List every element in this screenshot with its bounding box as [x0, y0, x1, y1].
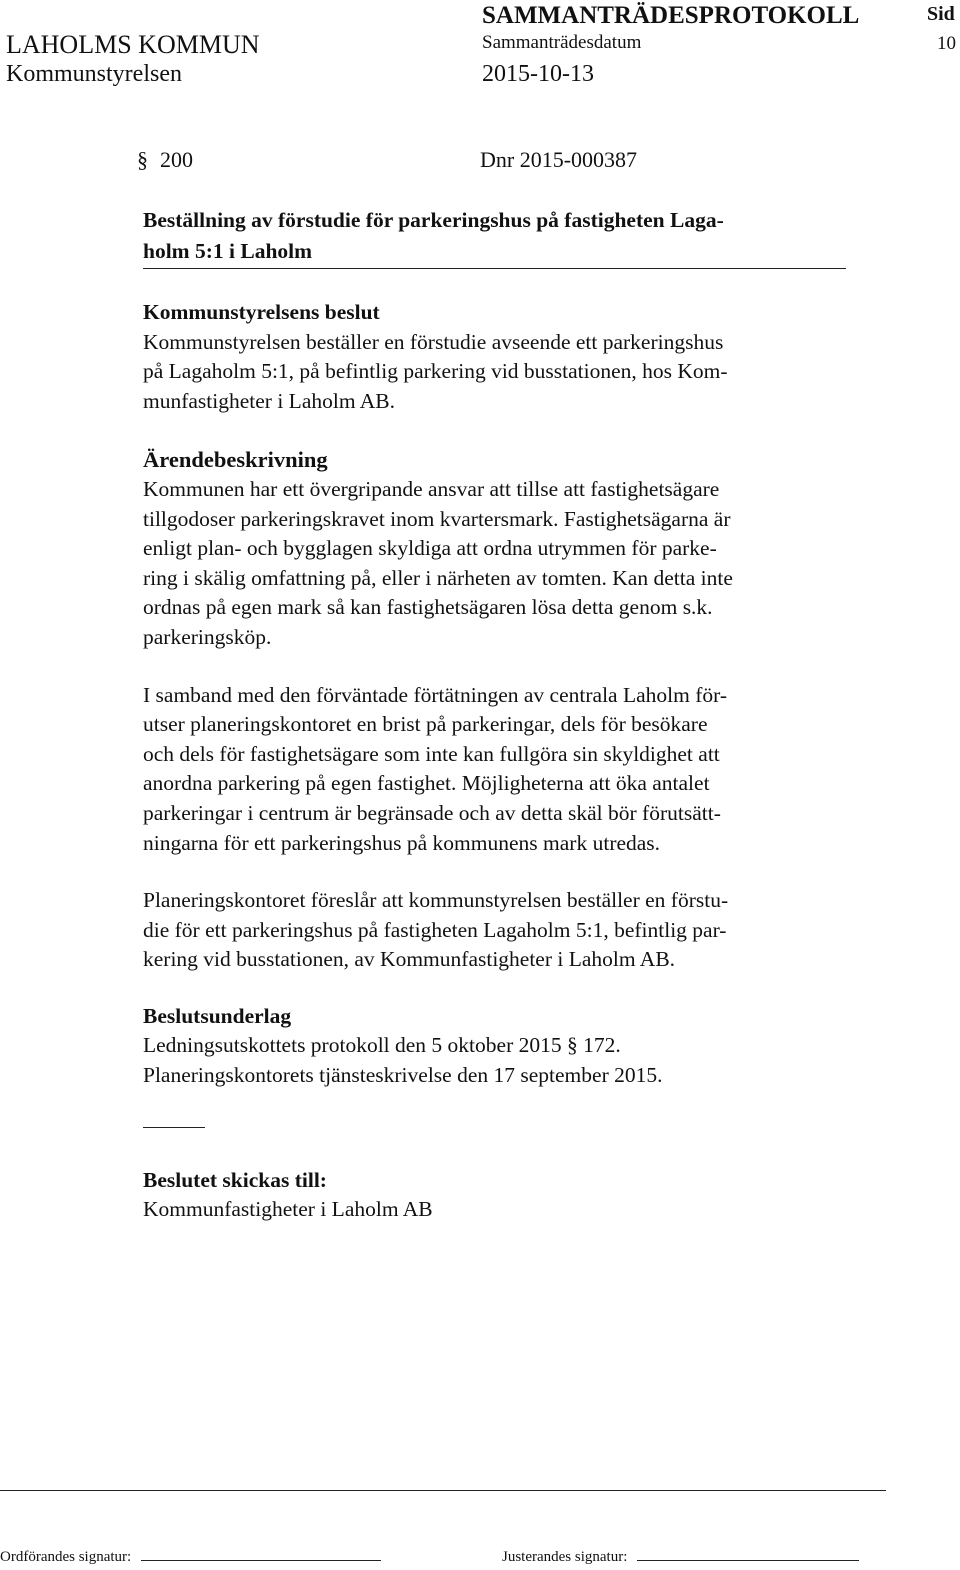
- text-line: kering vid busstationen, av Kommunfastigheter i Laholm AB.: [143, 947, 676, 972]
- title-underline: [143, 268, 846, 269]
- page-label: Sid: [927, 3, 955, 25]
- basis-item: Planeringskontorets tjänsteskrivelse den 17 september 2015.: [143, 1063, 663, 1088]
- text-line: enligt plan- och bygglagen skyldiga att ordna utrymmen för parke-: [143, 536, 717, 561]
- text-line: die för ett parkeringshus på fastigheten Lagaholm 5:1, befintlig par-: [143, 917, 727, 942]
- text-line: I samband med den förväntade förtätningen av centrala Laholm för-: [143, 682, 728, 707]
- chair-signature-line: [141, 1548, 381, 1561]
- adjuster-signature: [502, 1548, 859, 1566]
- sent-to-recipient: Kommunfastigheter i Laholm AB: [143, 1197, 433, 1222]
- description-heading: Ärendebeskrivning: [143, 447, 328, 473]
- text-line: Planeringskontoret föreslår att kommunstyrelsen beställer en förstu-: [143, 888, 729, 913]
- case-title-line: Beställning av förstudie för parkeringshus på fastigheten Laga-: [143, 208, 724, 232]
- text-line: ring i skälig omfattning på, eller i närheten av tomten. Kan detta inte: [143, 565, 733, 590]
- text-line: parkeringar i centrum är begränsade och av detta skäl bör förutsätt-: [143, 800, 721, 825]
- text-line: tillgodoser parkeringskravet inom kvartersmark. Fastighetsägarna är: [143, 506, 731, 531]
- sent-to-heading: Beslutet skickas till:: [143, 1167, 327, 1192]
- text-line: på Lagaholm 5:1, på befintlig parkering vid busstationen, hos Kom-: [143, 359, 728, 384]
- basis-item-text: Ledningsutskottets protokoll den 5 oktober 2015: [143, 1033, 567, 1058]
- meeting-date: 2015-10-13: [482, 61, 594, 87]
- text-line: ordnas på egen mark så kan fastighetsägaren lösa detta genom s.k.: [143, 595, 713, 620]
- case-title-line: holm 5:1 i Laholm: [143, 239, 313, 263]
- text-line: Kommunen har ett övergripande ansvar att tillse att fastighetsägare: [143, 476, 720, 501]
- chair-signature: [0, 1548, 381, 1566]
- diary-number: Dnr 2015-000387: [480, 147, 638, 172]
- department-name: Kommunstyrelsen: [6, 61, 182, 87]
- description-paragraph-3: [143, 886, 843, 975]
- text-line: anordna parkering på egen fastighet. Möjligheterna att öka antalet: [143, 771, 710, 796]
- description-paragraph-2: [143, 681, 843, 859]
- adjuster-signature-line: [637, 1548, 859, 1561]
- text-line: parkeringsköp.: [143, 624, 272, 649]
- section-divider: [143, 1127, 205, 1128]
- paragraph-symbol: §: [567, 1033, 578, 1058]
- basis-heading: Beslutsunderlag: [143, 1003, 292, 1028]
- basis-item: [143, 1031, 843, 1061]
- decision-text: [143, 328, 843, 417]
- case-title: [143, 205, 843, 267]
- text-line: munfastigheter i Laholm AB.: [143, 388, 395, 413]
- text-line: ningarna för ett parkeringshus på kommunens mark utredas.: [143, 830, 661, 855]
- text-line: utser planeringskontoret en brist på parkeringar, dels för besökare: [143, 712, 708, 737]
- decision-heading: Kommunstyrelsens beslut: [143, 300, 380, 324]
- chair-signature-label: Ordförandes signatur:: [0, 1549, 132, 1565]
- municipality-name: LAHOLMS KOMMUN: [6, 30, 260, 59]
- meeting-date-label: Sammanträdesdatum: [482, 32, 642, 53]
- paragraph-symbol: §: [137, 147, 148, 172]
- paragraph-number: 200: [160, 147, 193, 172]
- footer-rule: [0, 1490, 886, 1491]
- basis-item-text: 172.: [577, 1033, 621, 1058]
- text-line: Kommunstyrelsen beställer en förstudie avseende ett parkeringshus: [143, 329, 724, 354]
- adjuster-signature-label: Justerandes signatur:: [502, 1549, 628, 1565]
- protocol-title: SAMMANTRÄDESPROTOKOLL: [482, 2, 860, 29]
- paragraph-header: [137, 145, 843, 181]
- text-line: och dels för fastighetsägare som inte kan fullgöra sin skyldighet att: [143, 741, 720, 766]
- page-number: 10: [937, 33, 956, 54]
- protocol-body: [137, 145, 843, 1225]
- description-paragraph-1: [143, 475, 843, 653]
